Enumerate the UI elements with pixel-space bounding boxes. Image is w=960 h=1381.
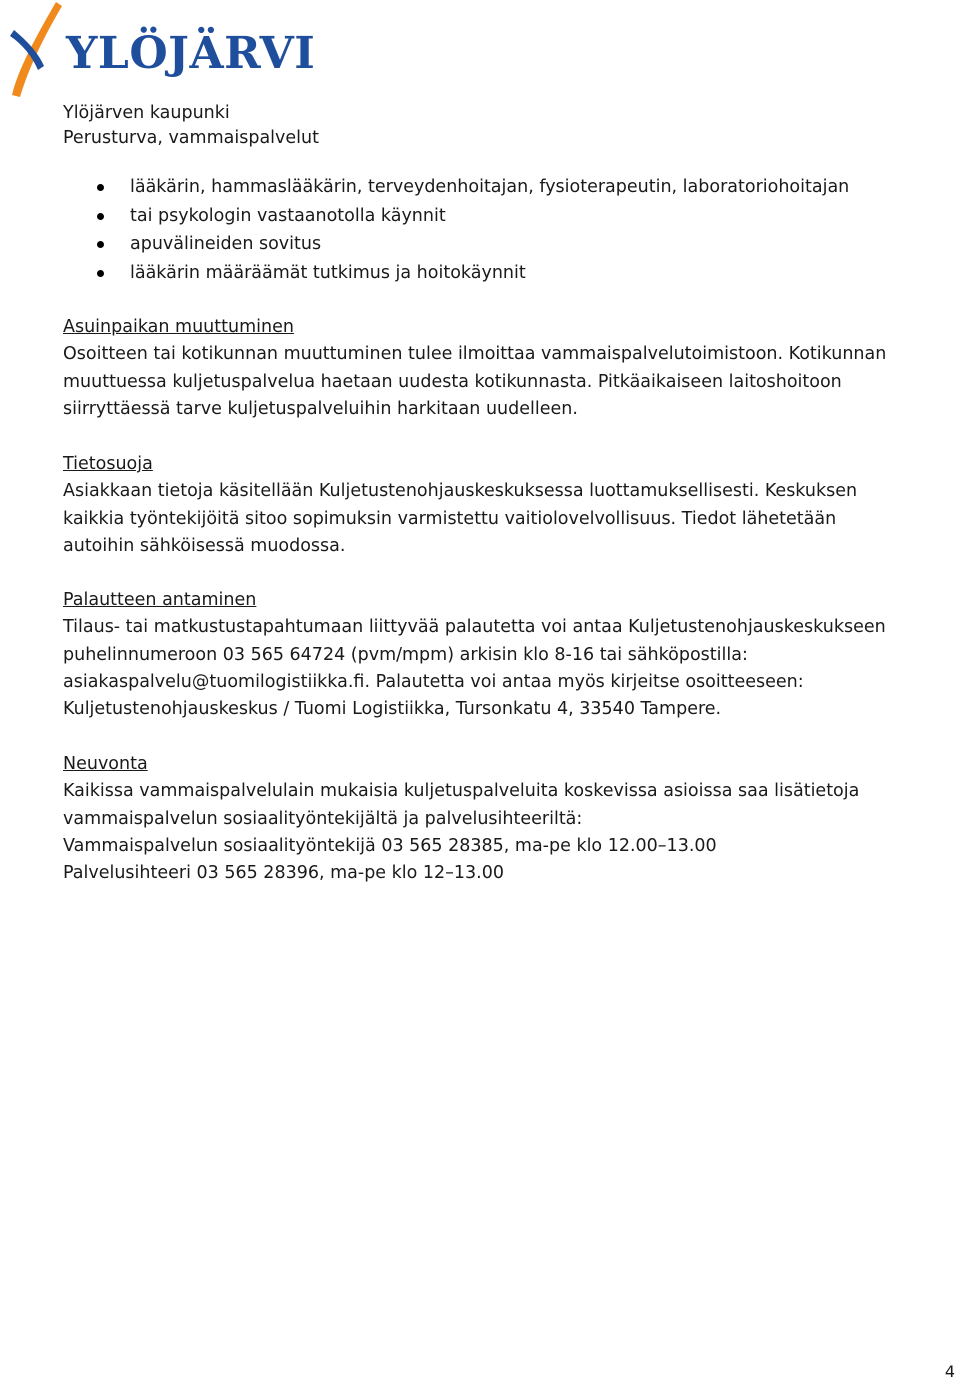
paragraph-line: autoihin sähköisessä muodossa.: [63, 535, 346, 556]
list-item: apuvälineiden sovitus: [95, 230, 849, 259]
bullet-icon: [97, 184, 104, 191]
bullet-icon: [97, 270, 104, 277]
org-name: Ylöjärven kaupunki: [63, 103, 230, 123]
paragraph-line: Palvelusihteeri 03 565 28396, ma-pe klo 12–13.00: [63, 863, 505, 884]
paragraph-line: asiakaspalvelu@tuomilogistiikka.fi. Palautetta voi antaa myös kirjeitse osoitteeseen:: [63, 671, 804, 692]
paragraph-line: puhelinnumeroon 03 565 64724 (pvm/mpm) arkisin klo 8-16 tai sähköpostilla:: [63, 644, 748, 665]
section-heading: Tietosuoja: [63, 454, 153, 474]
section-asuinpaikka: [63, 314, 943, 423]
org-unit: Perusturva, vammaispalvelut: [63, 128, 319, 148]
section-heading: Asuinpaikan muuttuminen: [63, 317, 294, 337]
paragraph-line: Asiakkaan tietoja käsitellään Kuljetustenohjauskeskuksessa luottamuksellisesti. Keskuksen: [63, 481, 858, 502]
logo-swoosh-icon: [4, 0, 74, 100]
section-tietosuoja: [63, 451, 943, 560]
paragraph-line: Kaikissa vammaispalvelulain mukaisia kuljetuspalveluita koskevissa asioissa saa lisätietoja: [63, 781, 860, 802]
bullet-icon: [97, 213, 104, 220]
list-item: lääkärin, hammaslääkärin, terveydenhoitajan, fysioterapeutin, laboratoriohoitajan: [95, 173, 849, 202]
list-item: tai psykologin vastaanotolla käynnit: [95, 202, 849, 231]
list-item: lääkärin määräämät tutkimus ja hoitokäynnit: [95, 259, 849, 288]
paragraph-line: muuttuessa kuljetuspalvelua haetaan uudesta kotikunnasta. Pitkäaikaiseen laitoshoitoon: [63, 371, 842, 392]
paragraph-line: siirryttäessä tarve kuljetuspalveluihin harkitaan uudelleen.: [63, 398, 578, 419]
paragraph-line: Kuljetustenohjauskeskus / Tuomi Logistiikka, Tursonkatu 4, 33540 Tampere.: [63, 699, 722, 720]
service-bullet-list: [95, 173, 849, 287]
section-heading: Palautteen antaminen: [63, 590, 257, 610]
ylojarvi-logo: [4, 0, 316, 100]
logo-wordmark: YLÖJÄRVI: [66, 28, 316, 79]
paragraph-line: Vammaispalvelun sosiaalityöntekijä 03 565 28385, ma-pe klo 12.00–13.00: [63, 835, 717, 856]
section-neuvonta: [63, 751, 943, 887]
paragraph-line: Tilaus- tai matkustustapahtumaan liittyvää palautetta voi antaa Kuljetustenohjauskeskukseen: [63, 617, 886, 638]
page-number: 4: [944, 1362, 955, 1381]
bullet-icon: [97, 241, 104, 248]
paragraph-line: Osoitteen tai kotikunnan muuttuminen tulee ilmoittaa vammaispalvelutoimistoon. Kotikunnan: [63, 344, 887, 365]
organisation-header: [63, 101, 319, 151]
section-palaute: [63, 587, 943, 723]
paragraph-line: kaikkia työntekijöitä sitoo sopimuksin varmistettu vaitiolovelvollisuus. Tiedot lähetetään: [63, 508, 837, 529]
section-heading: Neuvonta: [63, 754, 148, 774]
paragraph-line: vammaispalvelun sosiaalityöntekijältä ja palvelusihteeriltä:: [63, 808, 583, 829]
